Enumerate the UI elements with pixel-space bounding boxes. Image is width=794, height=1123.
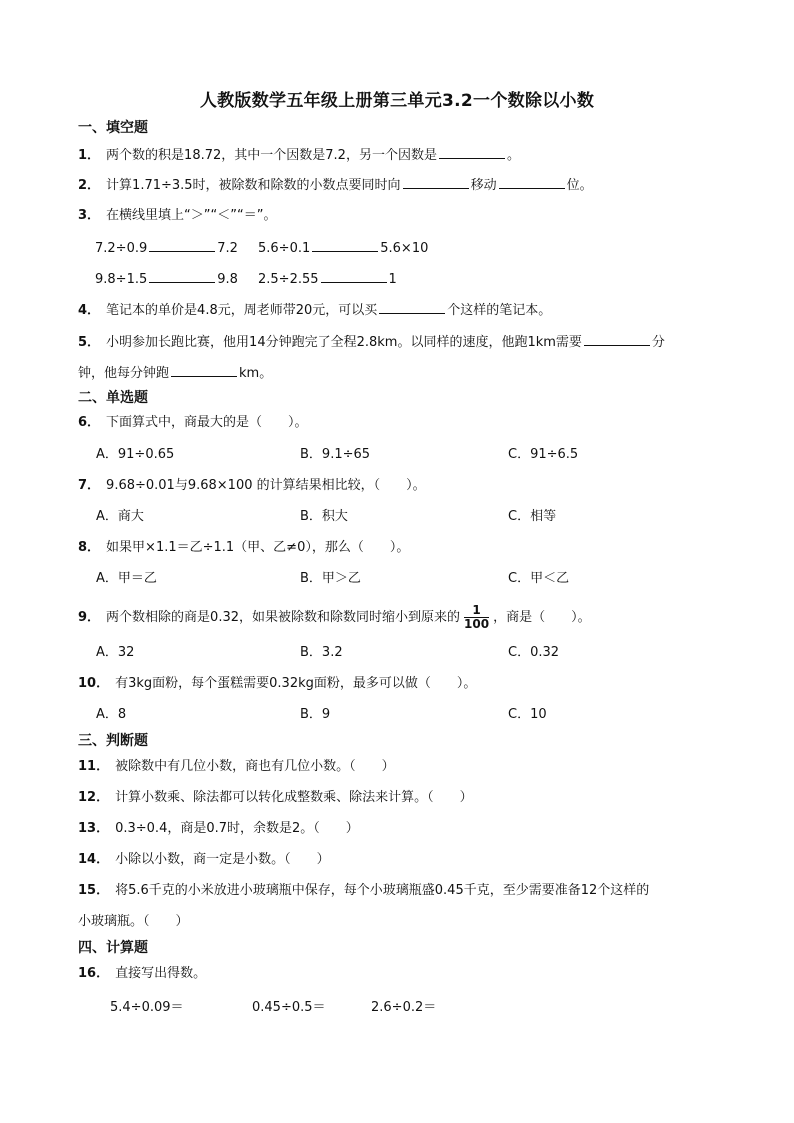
- option-c[interactable]: C．10: [508, 707, 547, 722]
- question-6: [78, 413, 308, 433]
- question-text: 将5.6千克的小米放进小玻璃瓶中保存，每个小玻璃瓶盛0.45千克，至少需要准备12个这样的: [115, 883, 650, 898]
- question-text-mid: 移动: [470, 178, 497, 193]
- question-12: [78, 788, 473, 808]
- section-heading-true-false: 三、判断题: [78, 733, 148, 749]
- question-text-end: ，商是（ ）。: [493, 610, 591, 625]
- question-number: 12．: [78, 790, 110, 805]
- question-text: 计算小数乘、除法都可以转化成整数乘、除法来计算。（ ）: [115, 790, 473, 805]
- question-number: 10．: [78, 676, 110, 691]
- answer-blank-places[interactable]: [499, 174, 565, 189]
- answer-blank-minutes[interactable]: [584, 331, 650, 346]
- question-text: 9.68÷0.01与9.68×100 的计算结果相比较，（ ）。: [106, 478, 426, 493]
- question-8: [78, 538, 409, 558]
- question-13: [78, 819, 359, 839]
- question-number: 16．: [78, 966, 110, 981]
- question-15-line-2: [78, 912, 189, 932]
- compare-left: 9.8÷1.5: [95, 272, 148, 287]
- compare-right: 1: [388, 272, 397, 287]
- question-number: 8．: [78, 540, 101, 555]
- question-text: 直接写出得数。: [115, 966, 207, 981]
- option-b[interactable]: B．积大: [300, 509, 348, 524]
- question-text-end: 。: [506, 148, 520, 163]
- question-7: [78, 476, 426, 496]
- question-text: 下面算式中，商最大的是（ ）。: [106, 415, 308, 430]
- question-text-end: 位。: [566, 178, 593, 193]
- compare-blank[interactable]: [321, 268, 387, 283]
- question-number: 14．: [78, 852, 110, 867]
- question-text-end: 个这样的笔记本。: [447, 303, 552, 318]
- option-a[interactable]: A．商大: [96, 509, 144, 524]
- question-3: [78, 206, 276, 226]
- question-text: 小除以小数，商一定是小数。（ ）: [115, 852, 330, 867]
- compare-item: [95, 268, 238, 290]
- question-text-unit: 分: [651, 335, 665, 350]
- question-number: 2．: [78, 178, 101, 193]
- question-number: 5．: [78, 335, 101, 350]
- option-a[interactable]: A．91÷0.65: [96, 447, 175, 462]
- option-a[interactable]: A．32: [96, 645, 135, 660]
- compare-item: [258, 237, 428, 259]
- question-text: 0.3÷0.4，商是0.7时，余数是2。（ ）: [115, 821, 359, 836]
- option-b[interactable]: B．9: [300, 707, 331, 722]
- question-text: 小玻璃瓶。（ ）: [78, 914, 189, 929]
- question-text-end: km。: [239, 366, 273, 381]
- compare-right: 9.8: [217, 272, 238, 287]
- question-number: 9．: [78, 610, 101, 625]
- question-number: 13．: [78, 821, 110, 836]
- compare-left: 2.5÷2.55: [258, 272, 319, 287]
- option-c[interactable]: C．甲＜乙: [508, 571, 570, 586]
- answer-blank[interactable]: [439, 144, 505, 159]
- option-c[interactable]: C．相等: [508, 509, 557, 524]
- question-15: [78, 881, 649, 901]
- question-text: 有3kg面粉，每个蛋糕需要0.32kg面粉，最多可以做（ ）。: [115, 676, 477, 691]
- question-number: 15．: [78, 883, 110, 898]
- question-5-line-2: [78, 362, 272, 384]
- question-text: 两个数的积是18.72，其中一个因数是7.2，另一个因数是: [106, 148, 437, 163]
- question-14: [78, 850, 330, 870]
- question-number: 4．: [78, 303, 101, 318]
- question-4: [78, 299, 551, 321]
- section-heading-fill-blank: 一、填空题: [78, 120, 148, 136]
- compare-left: 7.2÷0.9: [95, 241, 148, 256]
- compare-item: [95, 237, 238, 259]
- option-c[interactable]: C．91÷6.5: [508, 447, 579, 462]
- page-title: 人教版数学五年级上册第三单元3.2一个数除以小数: [199, 91, 595, 111]
- question-number: 6．: [78, 415, 101, 430]
- question-text: 两个数相除的商是0.32，如果被除数和除数同时缩小到原来的: [106, 610, 460, 625]
- option-b[interactable]: B．9.1÷65: [300, 447, 371, 462]
- fraction-numerator: 1: [464, 604, 489, 618]
- question-number: 7．: [78, 478, 101, 493]
- option-b[interactable]: B．3.2: [300, 645, 343, 660]
- question-9: [78, 604, 591, 631]
- compare-item: [258, 268, 397, 290]
- option-a[interactable]: A．8: [96, 707, 127, 722]
- question-text: 小明参加长跑比赛，他用14分钟跑完了全程2.8km。以同样的速度，他跑1km需要: [106, 335, 582, 350]
- answer-blank[interactable]: [379, 299, 445, 314]
- calc-item[interactable]: 2.6÷0.2＝: [371, 1000, 437, 1015]
- question-5: [78, 331, 665, 353]
- answer-blank-km[interactable]: [171, 362, 237, 377]
- question-16: [78, 964, 206, 984]
- calc-item[interactable]: 5.4÷0.09＝: [110, 1000, 184, 1015]
- question-text: 计算1.71÷3.5时，被除数和除数的小数点要同时向: [106, 178, 401, 193]
- question-text: 如果甲×1.1＝乙÷1.1（甲、乙≠0），那么（ ）。: [106, 540, 410, 555]
- question-1: [78, 144, 520, 166]
- option-c[interactable]: C．0.32: [508, 645, 560, 660]
- question-number: 1．: [78, 148, 101, 163]
- question-text: 笔记本的单价是4.8元，周老师带20元，可以买: [106, 303, 378, 318]
- section-heading-single-choice: 二、单选题: [78, 390, 148, 406]
- compare-blank[interactable]: [149, 237, 215, 252]
- section-heading-calculation: 四、计算题: [78, 940, 148, 956]
- question-2: [78, 174, 593, 196]
- fraction-denominator: 100: [464, 617, 490, 631]
- compare-right: 5.6×10: [380, 241, 429, 256]
- compare-blank[interactable]: [149, 268, 215, 283]
- calc-item[interactable]: 0.45÷0.5＝: [252, 1000, 326, 1015]
- compare-right: 7.2: [217, 241, 238, 256]
- question-number: 3．: [78, 208, 101, 223]
- compare-blank[interactable]: [312, 237, 378, 252]
- question-11: [78, 757, 395, 777]
- question-10: [78, 674, 476, 694]
- option-b[interactable]: B．甲＞乙: [300, 571, 361, 586]
- option-a[interactable]: A．甲＝乙: [96, 571, 157, 586]
- question-text: 在横线里填上“＞”“＜”“＝”。: [106, 208, 277, 223]
- fraction-one-hundredth: [464, 604, 489, 631]
- question-number: 11．: [78, 759, 110, 774]
- answer-blank-direction[interactable]: [403, 174, 469, 189]
- question-text: 被除数中有几位小数，商也有几位小数。（ ）: [115, 759, 395, 774]
- question-text: 钟，他每分钟跑: [78, 366, 170, 381]
- compare-left: 5.6÷0.1: [258, 241, 311, 256]
